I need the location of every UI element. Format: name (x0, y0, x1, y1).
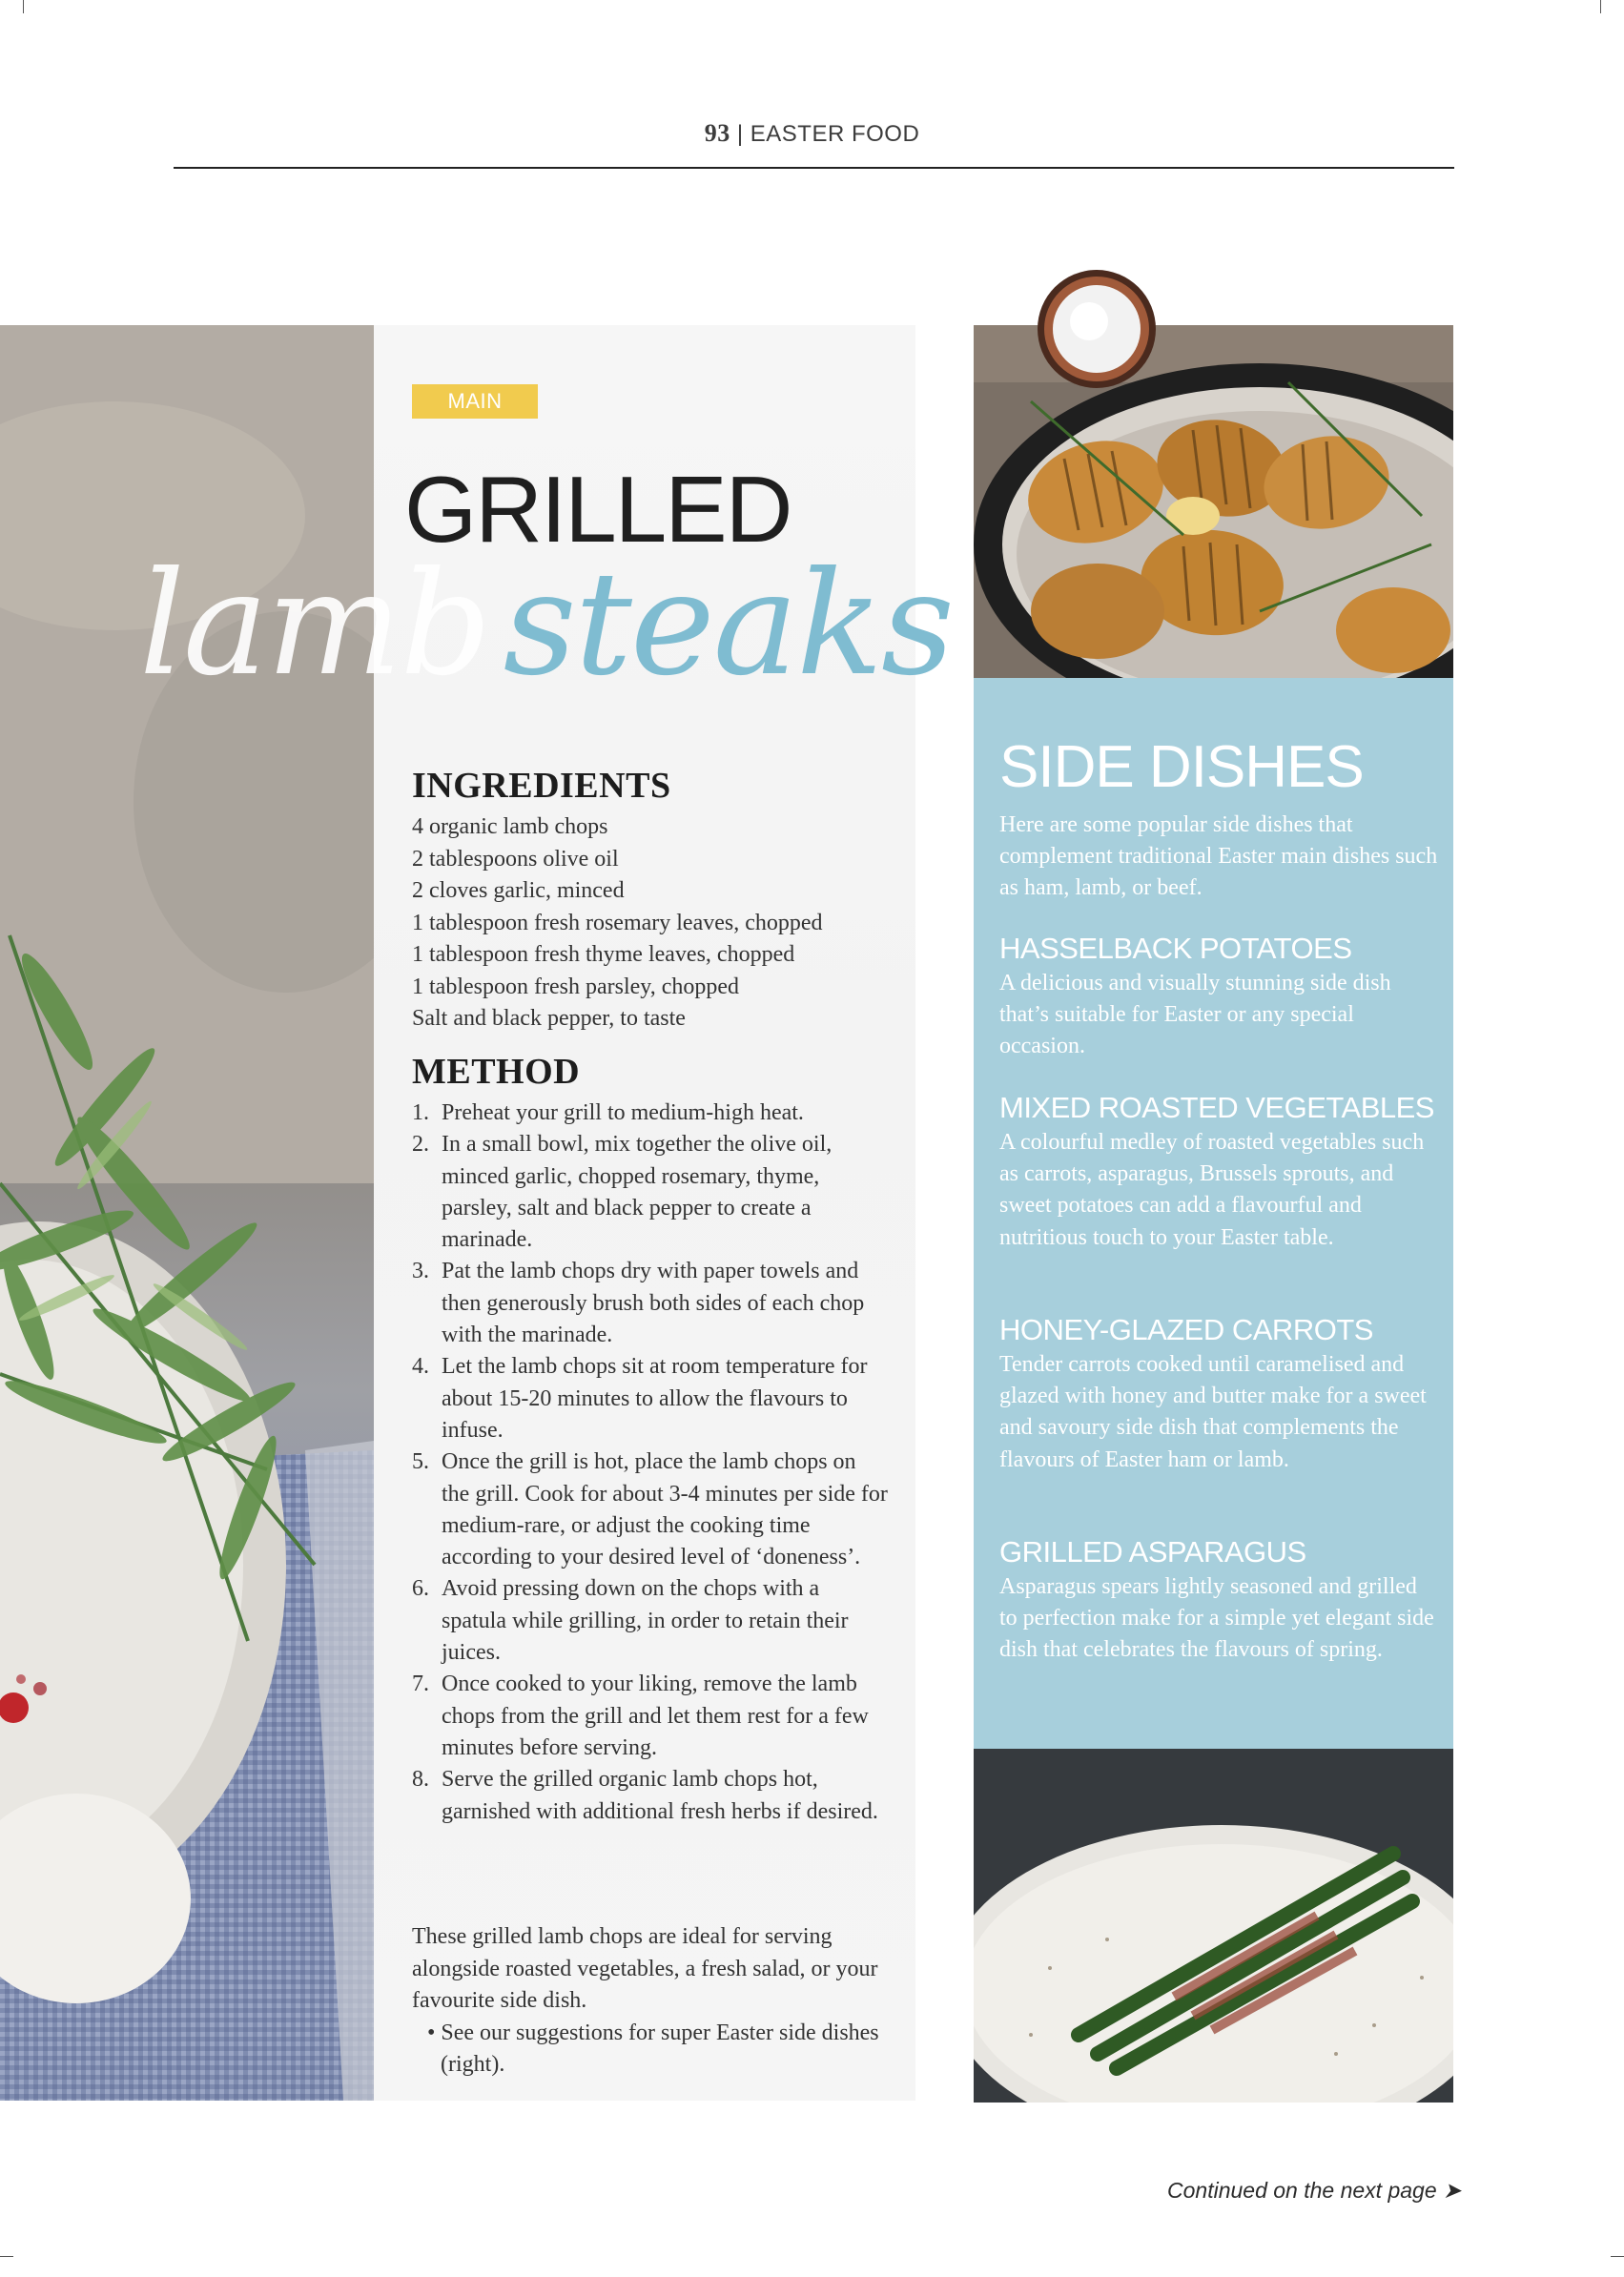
page-number: 93 (704, 119, 730, 147)
outro-paragraph: These grilled lamb chops are ideal for serving alongside roasted vegetables, a fresh salad, or your favourite side dish. (412, 1924, 878, 2013)
crop-mark (1600, 0, 1601, 13)
step-text: Avoid pressing down on the chops with a spatula while grilling, in order to retain their juices. (442, 1576, 849, 1666)
ingredient-item: 1 tablespoon fresh thyme leaves, chopped (412, 942, 795, 967)
step-text: In a small bowl, mix together the olive oil, minced garlic, chopped rosemary, thyme, parsley, salt and black pepper to create a marinade. (442, 1132, 833, 1253)
side-dish-heading: HASSELBACK POTATOES (999, 932, 1352, 965)
method-heading: METHOD (412, 1052, 581, 1092)
side-dish-text: Tender carrots cooked until caramelised and glazed with honey and butter make for a sweet and savoury side dish that complements the flavours of Easter ham or lamb. (999, 1352, 1427, 1472)
crop-mark (23, 0, 24, 13)
method-step (412, 1256, 889, 1351)
step-text: Preheat your grill to medium-high heat. (442, 1100, 804, 1125)
salt-bowl-icon (1037, 269, 1157, 389)
step-number: 4. (412, 1354, 429, 1380)
side-dish-text: A colourful medley of roasted vegetables such as carrots, asparagus, Brussels sprouts, and sweet potatoes can add a flavourful and nutritious touch to your Easter table. (999, 1130, 1425, 1250)
header-separator: | (736, 121, 744, 147)
method-step (412, 1573, 889, 1669)
side-dishes-intro: Here are some popular side dishes that complement traditional Easter main dishes such as ham, lamb, or beef. (999, 812, 1438, 901)
step-number: 2. (412, 1132, 429, 1158)
step-text: Pat the lamb chops dry with paper towels and then generously brush both sides of each chop with the marinade. (442, 1259, 865, 1348)
asparagus-illustration (974, 1749, 1453, 2103)
ingredient-item: 1 tablespoon fresh parsley, chopped (412, 974, 740, 999)
step-text: Once cooked to your liking, remove the lamb chops from the grill and let them rest for a few minutes before serving. (442, 1672, 869, 1760)
header-rule (174, 167, 1454, 169)
side-dishes-title: SIDE DISHES (999, 734, 1364, 800)
method-step (412, 1446, 889, 1573)
crop-mark (1611, 2256, 1624, 2257)
ingredient-item: 4 organic lamb chops (412, 814, 608, 839)
step-text: Serve the grilled organic lamb chops hot, garnished with additional fresh herbs if desired. (442, 1767, 878, 1824)
outro-bullet: • See our suggestions for super Easter side dishes (right). (427, 2020, 879, 2077)
step-text: Once the grill is hot, place the lamb chops on the grill. Cook for about 3-4 minutes per side for medium-rare, or adjust the cooking time according to your desired level of ‘doneness’. (442, 1449, 888, 1570)
step-number: 3. (412, 1259, 429, 1284)
ingredients-heading: INGREDIENTS (412, 766, 671, 806)
step-number: 8. (412, 1767, 429, 1793)
side-dish-heading: GRILLED ASPARAGUS (999, 1535, 1306, 1569)
grilled-asparagus-photo (974, 1749, 1453, 2103)
ingredients-list (412, 811, 823, 1036)
recipe-title-line1: GRILLED (404, 457, 791, 562)
method-list (412, 1097, 889, 1828)
category-tag: MAIN (412, 384, 538, 419)
step-number: 6. (412, 1576, 429, 1602)
running-header (0, 119, 1624, 148)
step-text: Let the lamb chops sit at room temperature for about 15-20 minutes to allow the flavours to infuse. (442, 1354, 868, 1443)
method-step (412, 1129, 889, 1256)
method-step (412, 1764, 889, 1828)
continued-next-page: Continued on the next page ➤ (1167, 2178, 1462, 2203)
recipe-title-word-steaks: steaks (503, 542, 953, 708)
step-number: 7. (412, 1672, 429, 1697)
header-section: EASTER FOOD (750, 121, 920, 147)
crop-mark (0, 2256, 13, 2257)
recipe-title-script (139, 542, 953, 708)
method-step (412, 1669, 889, 1764)
ingredient-item: 2 tablespoons olive oil (412, 846, 619, 872)
ingredient-item: Salt and black pepper, to taste (412, 1006, 686, 1031)
side-dish-heading: HONEY-GLAZED CARROTS (999, 1313, 1373, 1346)
ingredient-item: 2 cloves garlic, minced (412, 878, 625, 903)
method-step (412, 1351, 889, 1446)
recipe-title-word-lamb: lamb (139, 542, 490, 708)
recipe-outro (412, 1921, 889, 2082)
side-dish-text: A delicious and visually stunning side dish that’s suitable for Easter or any special occasion. (999, 971, 1391, 1059)
side-dish-heading: MIXED ROASTED VEGETABLES (999, 1091, 1434, 1124)
side-dish-text: Asparagus spears lightly seasoned and grilled to perfection make for a simple yet elegant side dish that celebrates the flavours of spring. (999, 1574, 1434, 1663)
step-number: 1. (412, 1100, 429, 1125)
step-number: 5. (412, 1449, 429, 1475)
ingredient-item: 1 tablespoon fresh rosemary leaves, chopped (412, 910, 823, 935)
method-step (412, 1097, 889, 1129)
